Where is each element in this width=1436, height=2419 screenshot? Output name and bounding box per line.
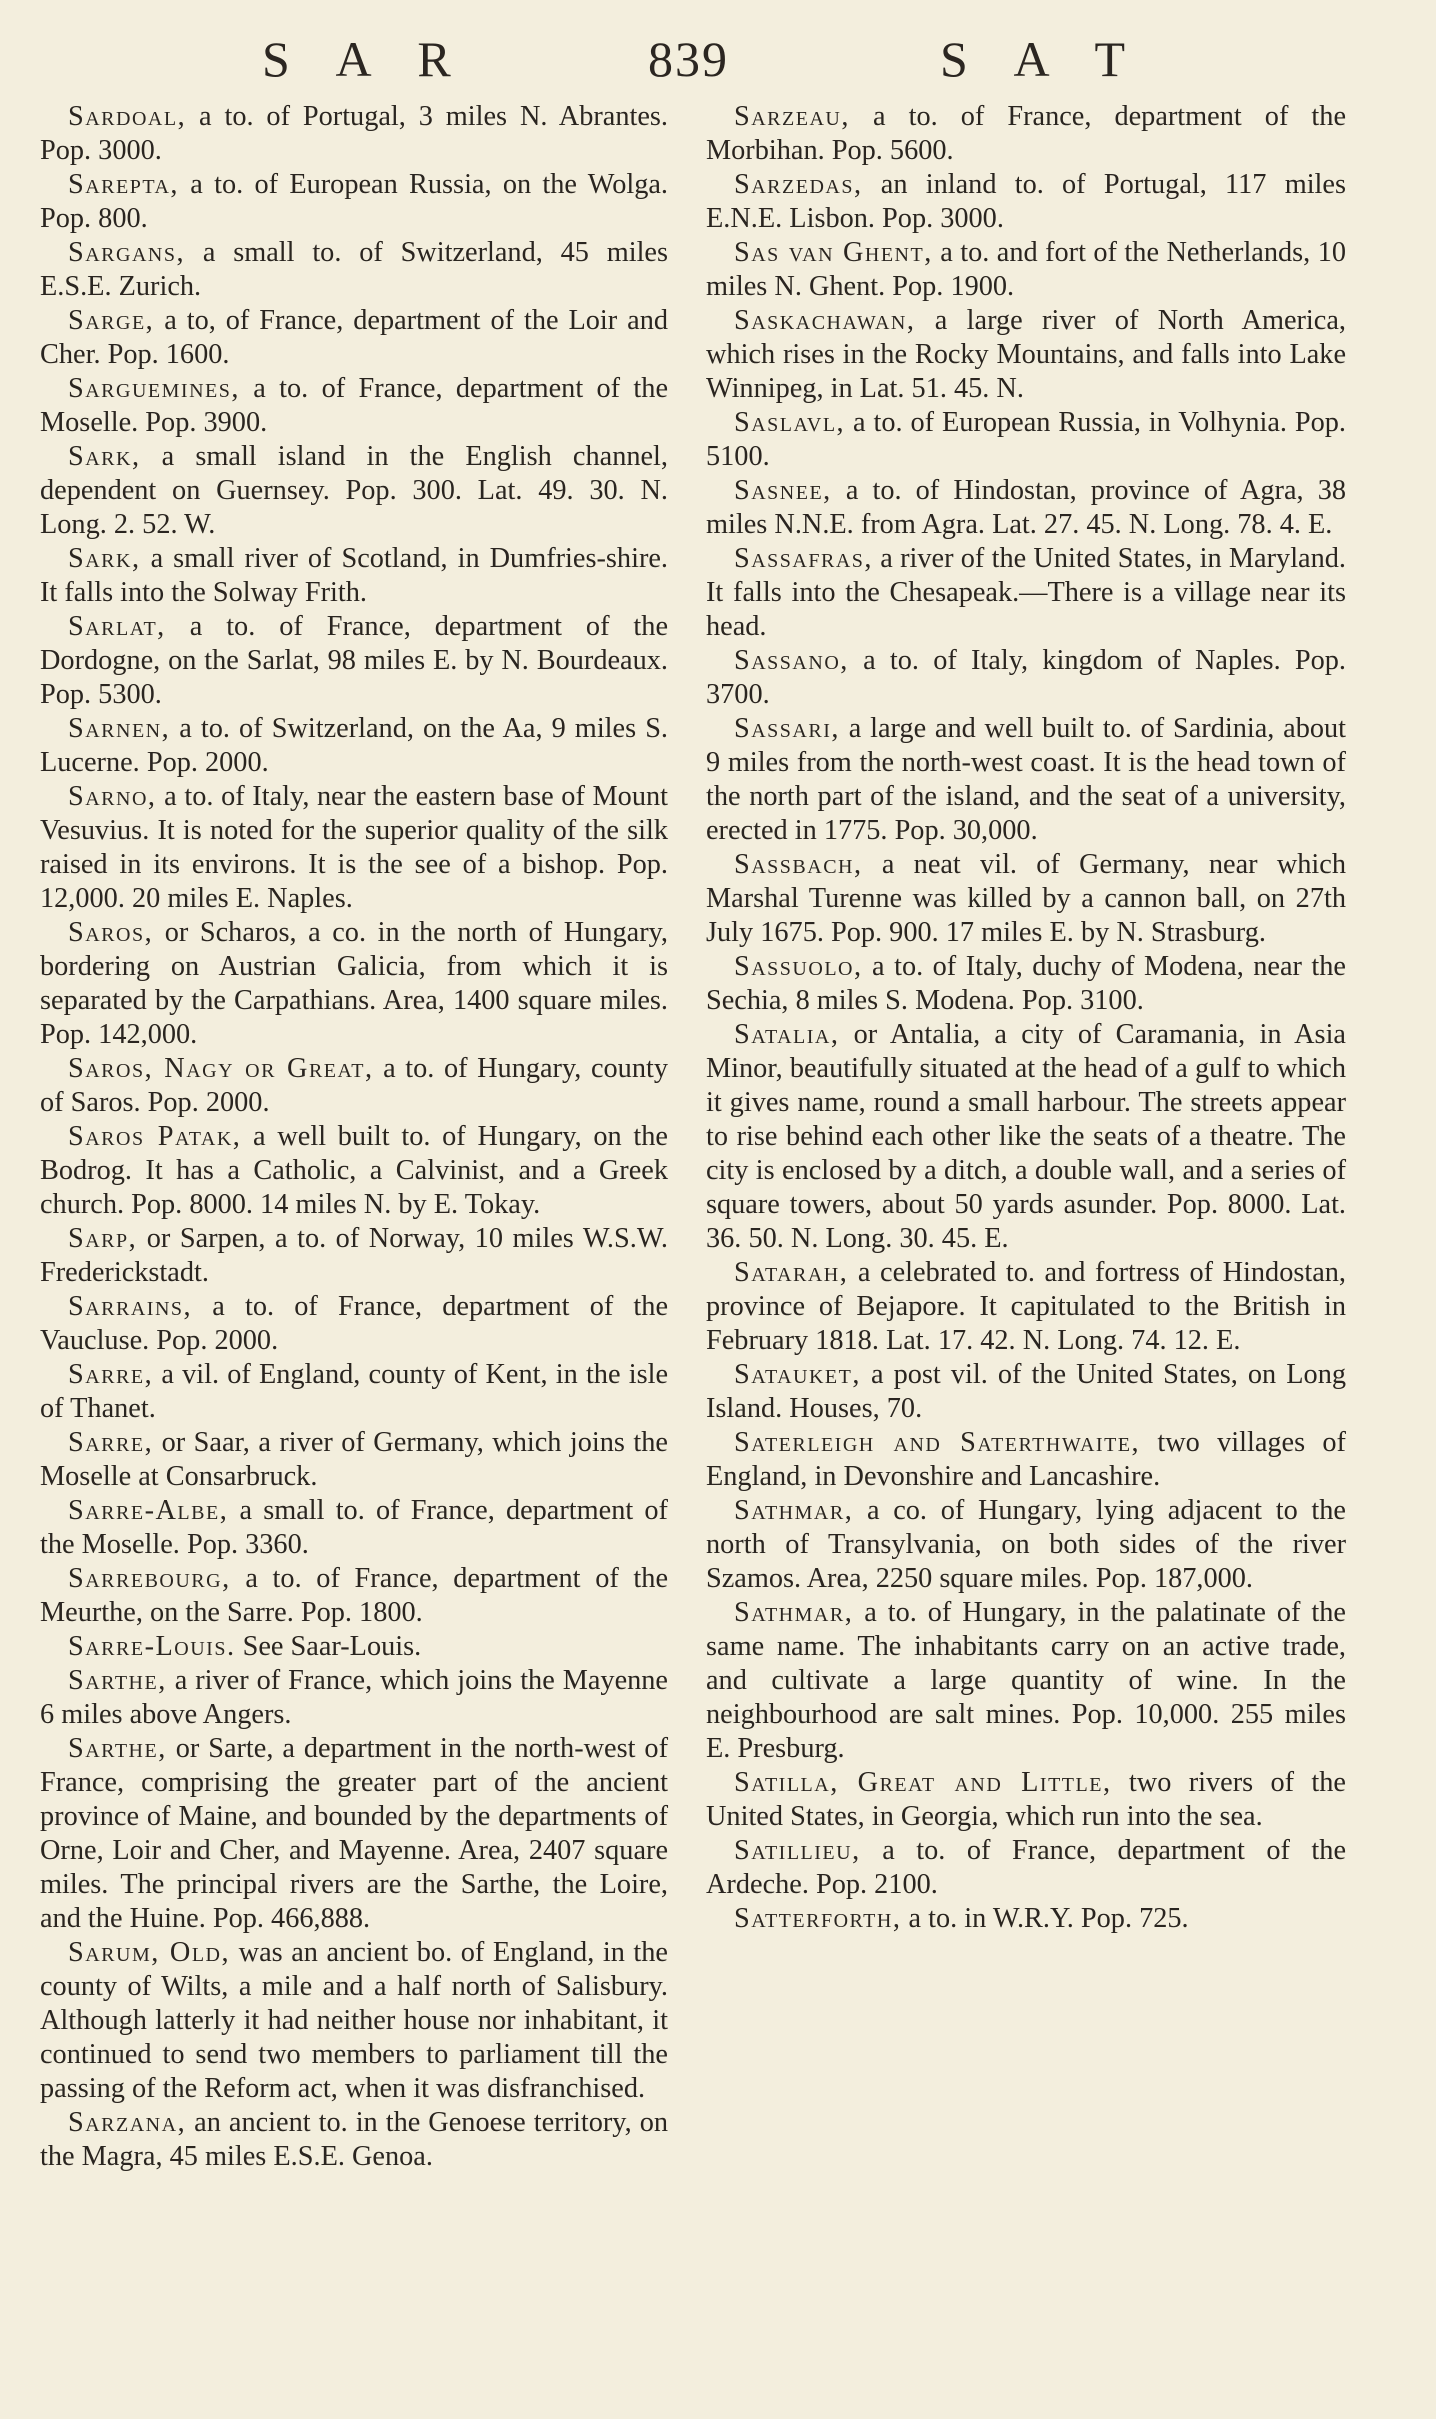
gazetteer-entry xyxy=(40,168,668,236)
gazetteer-entry xyxy=(706,1902,1346,1936)
gazetteer-entry xyxy=(40,1052,668,1120)
entry-headword: Sarlat, xyxy=(68,611,166,642)
right-column xyxy=(706,100,1346,1936)
running-head-right: S A T xyxy=(940,31,1144,87)
gazetteer-entry xyxy=(706,1018,1346,1256)
entry-headword: Saslavl, xyxy=(734,407,846,438)
entry-headword: Sarno, xyxy=(68,781,157,812)
gazetteer-entry xyxy=(40,780,668,916)
entry-headword: Sarre, xyxy=(68,1427,154,1458)
entry-headword: Sasnee, xyxy=(734,475,832,506)
gazetteer-entry xyxy=(706,1766,1346,1834)
gazetteer-entry xyxy=(706,168,1346,236)
entry-headword: Sathmar, xyxy=(734,1597,854,1628)
gazetteer-entry xyxy=(706,406,1346,474)
entry-text: a to. of Hungary, in the palatinate of the same name. The inhabitants carry on an active trade, and cultivate a large quantity of wine. In the neighbourhood are salt mines. Pop. 10,000. 255 miles E. Presburg. xyxy=(706,1597,1346,1764)
gazetteer-entry xyxy=(706,236,1346,304)
entry-text: a to. of France, department of the Ardeche. Pop. 2100. xyxy=(706,1835,1346,1900)
entry-text: a to. of Switzerland, on the Aa, 9 miles S. Lucerne. Pop. 2000. xyxy=(40,713,668,778)
entry-headword: Sas van Ghent, xyxy=(734,237,933,268)
entry-headword: Saros, xyxy=(68,917,154,948)
entry-headword: Satalia, xyxy=(734,1019,840,1050)
entry-text: or Sarpen, a to. of Norway, 10 miles W.S.W. Frederickstadt. xyxy=(40,1223,668,1288)
entry-text: a to. of European Russia, on the Wolga. Pop. 800. xyxy=(40,169,668,234)
gazetteer-entry xyxy=(40,1222,668,1290)
gazetteer-entry xyxy=(706,1494,1346,1596)
entry-headword: Sargans, xyxy=(68,237,186,268)
entry-headword: Sarzedas, xyxy=(734,169,863,200)
gazetteer-entry xyxy=(40,1664,668,1732)
entry-headword: Sarrebourg, xyxy=(68,1563,231,1594)
gazetteer-entry xyxy=(706,950,1346,1018)
entry-text: a vil. of England, county of Kent, in the isle of Thanet. xyxy=(40,1359,668,1424)
gazetteer-entry xyxy=(706,1426,1346,1494)
entry-text: a large and well built to. of Sardinia, about 9 miles from the north-west coast. It is the head town of the north part of the island, and the seat of a university, erected in 1775. Pop. 30,000. xyxy=(706,713,1346,846)
gazetteer-entry xyxy=(40,1732,668,1936)
gazetteer-entry xyxy=(706,304,1346,406)
entry-text: a large river of North America, which rises in the Rocky Mountains, and falls into Lake Winnipeg, in Lat. 51. 45. N. xyxy=(706,305,1346,404)
entry-text: a post vil. of the United States, on Long Island. Houses, 70. xyxy=(706,1359,1346,1424)
page-number: 839 xyxy=(648,31,729,87)
gazetteer-entry xyxy=(40,440,668,542)
gazetteer-entry xyxy=(40,712,668,780)
entry-text: an inland to. of Portugal, 117 miles E.N.E. Lisbon. Pop. 3000. xyxy=(706,169,1346,234)
entry-headword: Saros Patak, xyxy=(68,1121,242,1152)
entry-text: or Antalia, a city of Caramania, in Asia Minor, beautifully situated at the head of a gulf to which it gives name, round a small harbour. The streets appear to rise behind each other like the seats of a theatre. The city is enclosed by a ditch, a double wall, and a series of square towers, about 50 yards asunder. Pop. 8000. Lat. 36. 50. N. Long. 30. 45. E. xyxy=(706,1019,1346,1254)
gazetteer-entry xyxy=(706,1256,1346,1358)
gazetteer-entry xyxy=(706,712,1346,848)
entry-text: a to. of Hungary, county of Saros. Pop. 2000. xyxy=(40,1053,668,1118)
gazetteer-entry xyxy=(40,1426,668,1494)
gazetteer-entry xyxy=(706,848,1346,950)
entry-headword: Satilla, Great and Little, xyxy=(734,1767,1112,1798)
left-column xyxy=(40,100,668,2174)
entry-text: a to. of Portugal, 3 miles N. Abrantes. Pop. 3000. xyxy=(40,101,668,166)
entry-headword: Sarzeau, xyxy=(734,101,850,132)
entry-text: or Scharos, a co. in the north of Hungary, bordering on Austrian Galicia, from which it is separated by the Carpathians. Area, 1400 square miles. Pop. 142,000. xyxy=(40,917,668,1050)
gazetteer-entry xyxy=(706,542,1346,644)
entry-headword: Sardoal, xyxy=(68,101,187,132)
gazetteer-entry xyxy=(40,542,668,610)
entry-text: a small river of Scotland, in Dumfries-shire. It falls into the Solway Frith. xyxy=(40,543,668,608)
gazetteer-entry xyxy=(706,100,1346,168)
entry-text: a river of the United States, in Maryland. It falls into the Chesapeak.—There is a village near its head. xyxy=(706,543,1346,642)
entry-headword: Sarepta, xyxy=(68,169,179,200)
entry-text: a to. of European Russia, in Volhynia. Pop. 5100. xyxy=(706,407,1346,472)
entry-headword: Saterleigh and Saterthwaite, xyxy=(734,1427,1141,1458)
entry-text: a neat vil. of Germany, near which Marshal Turenne was killed by a cannon ball, on 27th July 1675. Pop. 900. 17 miles E. by N. Strasburg. xyxy=(706,849,1346,948)
gazetteer-entry xyxy=(40,1120,668,1222)
entry-text: a to. and fort of the Netherlands, 10 miles N. Ghent. Pop. 1900. xyxy=(706,237,1346,302)
entry-text: two villages of England, in Devonshire and Lancashire. xyxy=(706,1427,1346,1492)
entry-headword: Sassano, xyxy=(734,645,849,676)
gazetteer-entry xyxy=(40,372,668,440)
entry-text: a to. of Italy, duchy of Modena, near the Sechia, 8 miles S. Modena. Pop. 3100. xyxy=(706,951,1346,1016)
entry-headword: Sarzana, xyxy=(68,2107,187,2138)
entry-headword: Sarthe, xyxy=(68,1733,167,1764)
entry-text: a celebrated to. and fortress of Hindostan, province of Bejapore. It capitulated to the British in February 1818. Lat. 17. 42. N. Long. 74. 12. E. xyxy=(706,1257,1346,1356)
entry-headword: Satterforth, xyxy=(734,1903,902,1934)
entry-headword: Sassbach, xyxy=(734,849,863,880)
entry-text: See Saar-Louis. xyxy=(235,1631,422,1662)
entry-headword: Satauket, xyxy=(734,1359,861,1390)
entry-headword: Sarnen, xyxy=(68,713,171,744)
entry-headword: Sarum, Old, xyxy=(68,1937,231,1968)
entry-text: a to. of France, department of the Dordogne, on the Sarlat, 98 miles E. by N. Bourdeaux. Pop. 5300. xyxy=(40,611,668,710)
gazetteer-entry xyxy=(40,1936,668,2106)
gazetteer-entry xyxy=(40,1630,668,1664)
entry-text: a to. in W.R.Y. Pop. 725. xyxy=(901,1903,1189,1934)
gazetteer-entry xyxy=(40,1562,668,1630)
entry-headword: Sassafras, xyxy=(734,543,873,574)
entry-headword: Saskachawan, xyxy=(734,305,916,336)
gazetteer-entry xyxy=(40,2106,668,2174)
entry-headword: Sark, xyxy=(68,441,141,472)
entry-headword: Sassari, xyxy=(734,713,840,744)
entry-headword: Sarre-Albe, xyxy=(68,1495,229,1526)
entry-headword: Sarp, xyxy=(68,1223,138,1254)
gazetteer-entry xyxy=(40,1494,668,1562)
entry-text: a to, of France, department of the Loir and Cher. Pop. 1600. xyxy=(40,305,668,370)
entry-text: a well built to. of Hungary, on the Bodrog. It has a Catholic, a Calvinist, and a Greek church. Pop. 8000. 14 miles N. by E. Tokay. xyxy=(40,1121,668,1220)
gazetteer-entry xyxy=(706,1358,1346,1426)
running-head xyxy=(0,30,1436,90)
entry-text: a co. of Hungary, lying adjacent to the north of Transylvania, on both sides of the river Szamos. Area, 2250 square miles. Pop. 187,000. xyxy=(706,1495,1346,1594)
entry-headword: Satillieu, xyxy=(734,1835,861,1866)
entry-text: was an ancient bo. of England, in the county of Wilts, a mile and a half north of Salisbury. Although latterly it had neither house nor inhabitant, it continued to send two members to parliament till the passing of the Reform act, when it was disfranchised. xyxy=(40,1937,668,2104)
gazetteer-entry xyxy=(706,474,1346,542)
entry-text: a small to. of France, department of the Moselle. Pop. 3360. xyxy=(40,1495,668,1560)
entry-headword: Sarge, xyxy=(68,305,155,336)
entry-text: a to. of France, department of the Meurthe, on the Sarre. Pop. 1800. xyxy=(40,1563,668,1628)
entry-text: an ancient to. in the Genoese territory, on the Magra, 45 miles E.S.E. Genoa. xyxy=(40,2107,668,2172)
entry-text: a to. of France, department of the Vaucluse. Pop. 2000. xyxy=(40,1291,668,1356)
entry-text: or Saar, a river of Germany, which joins the Moselle at Consarbruck. xyxy=(40,1427,668,1492)
entry-headword: Sarrains, xyxy=(68,1291,193,1322)
gazetteer-entry xyxy=(40,304,668,372)
entry-text: a to. of Italy, near the eastern base of Mount Vesuvius. It is noted for the superior quality of the silk raised in its environs. It is the see of a bishop. Pop. 12,000. 20 miles E. Naples. xyxy=(40,781,668,914)
gazetteer-entry xyxy=(40,236,668,304)
gazetteer-entry xyxy=(706,644,1346,712)
entry-headword: Sassuolo, xyxy=(734,951,863,982)
entry-headword: Sarguemines, xyxy=(68,373,240,404)
entry-headword: Sarre-Louis. xyxy=(68,1631,236,1662)
gazetteer-entry xyxy=(40,1358,668,1426)
entry-headword: Saros, Nagy or Great, xyxy=(68,1053,374,1084)
gazetteer-entry xyxy=(40,916,668,1052)
entry-text: a small to. of Switzerland, 45 miles E.S.E. Zurich. xyxy=(40,237,668,302)
entry-headword: Satarah, xyxy=(734,1257,849,1288)
gazetteer-entry xyxy=(706,1834,1346,1902)
entry-text: a small island in the English channel, dependent on Guernsey. Pop. 300. Lat. 49. 30. N. Long. 2. 52. W. xyxy=(40,441,668,540)
entry-text: a to. of Hindostan, province of Agra, 38 miles N.N.E. from Agra. Lat. 27. 45. N. Long. 78. 4. E. xyxy=(706,475,1346,540)
entry-text: a to. of Italy, kingdom of Naples. Pop. 3700. xyxy=(706,645,1346,710)
gazetteer-entry xyxy=(40,610,668,712)
entry-headword: Sark, xyxy=(68,543,141,574)
gazetteer-entry xyxy=(40,1290,668,1358)
entry-text: a to. of France, department of the Moselle. Pop. 3900. xyxy=(40,373,668,438)
entry-text: a river of France, which joins the Mayenne 6 miles above Angers. xyxy=(40,1665,668,1730)
entry-headword: Sarre, xyxy=(68,1359,154,1390)
running-head-left: S A R xyxy=(262,31,469,87)
gazetteer-entry xyxy=(706,1596,1346,1766)
entry-text: two rivers of the United States, in Georgia, which run into the sea. xyxy=(706,1767,1346,1832)
entry-headword: Sarthe, xyxy=(68,1665,167,1696)
entry-text: or Sarte, a department in the north-west of France, comprising the greater part of the ancient province of Maine, and bounded by the departments of Orne, Loir and Cher, and Mayenne. Area, 2407 square miles. The principal rivers are the Sarthe, the Loire, and the Huine. Pop. 466,888. xyxy=(40,1733,668,1934)
entry-text: a to. of France, department of the Morbihan. Pop. 5600. xyxy=(706,101,1346,166)
gazetteer-entry xyxy=(40,100,668,168)
entry-headword: Sathmar, xyxy=(734,1495,854,1526)
